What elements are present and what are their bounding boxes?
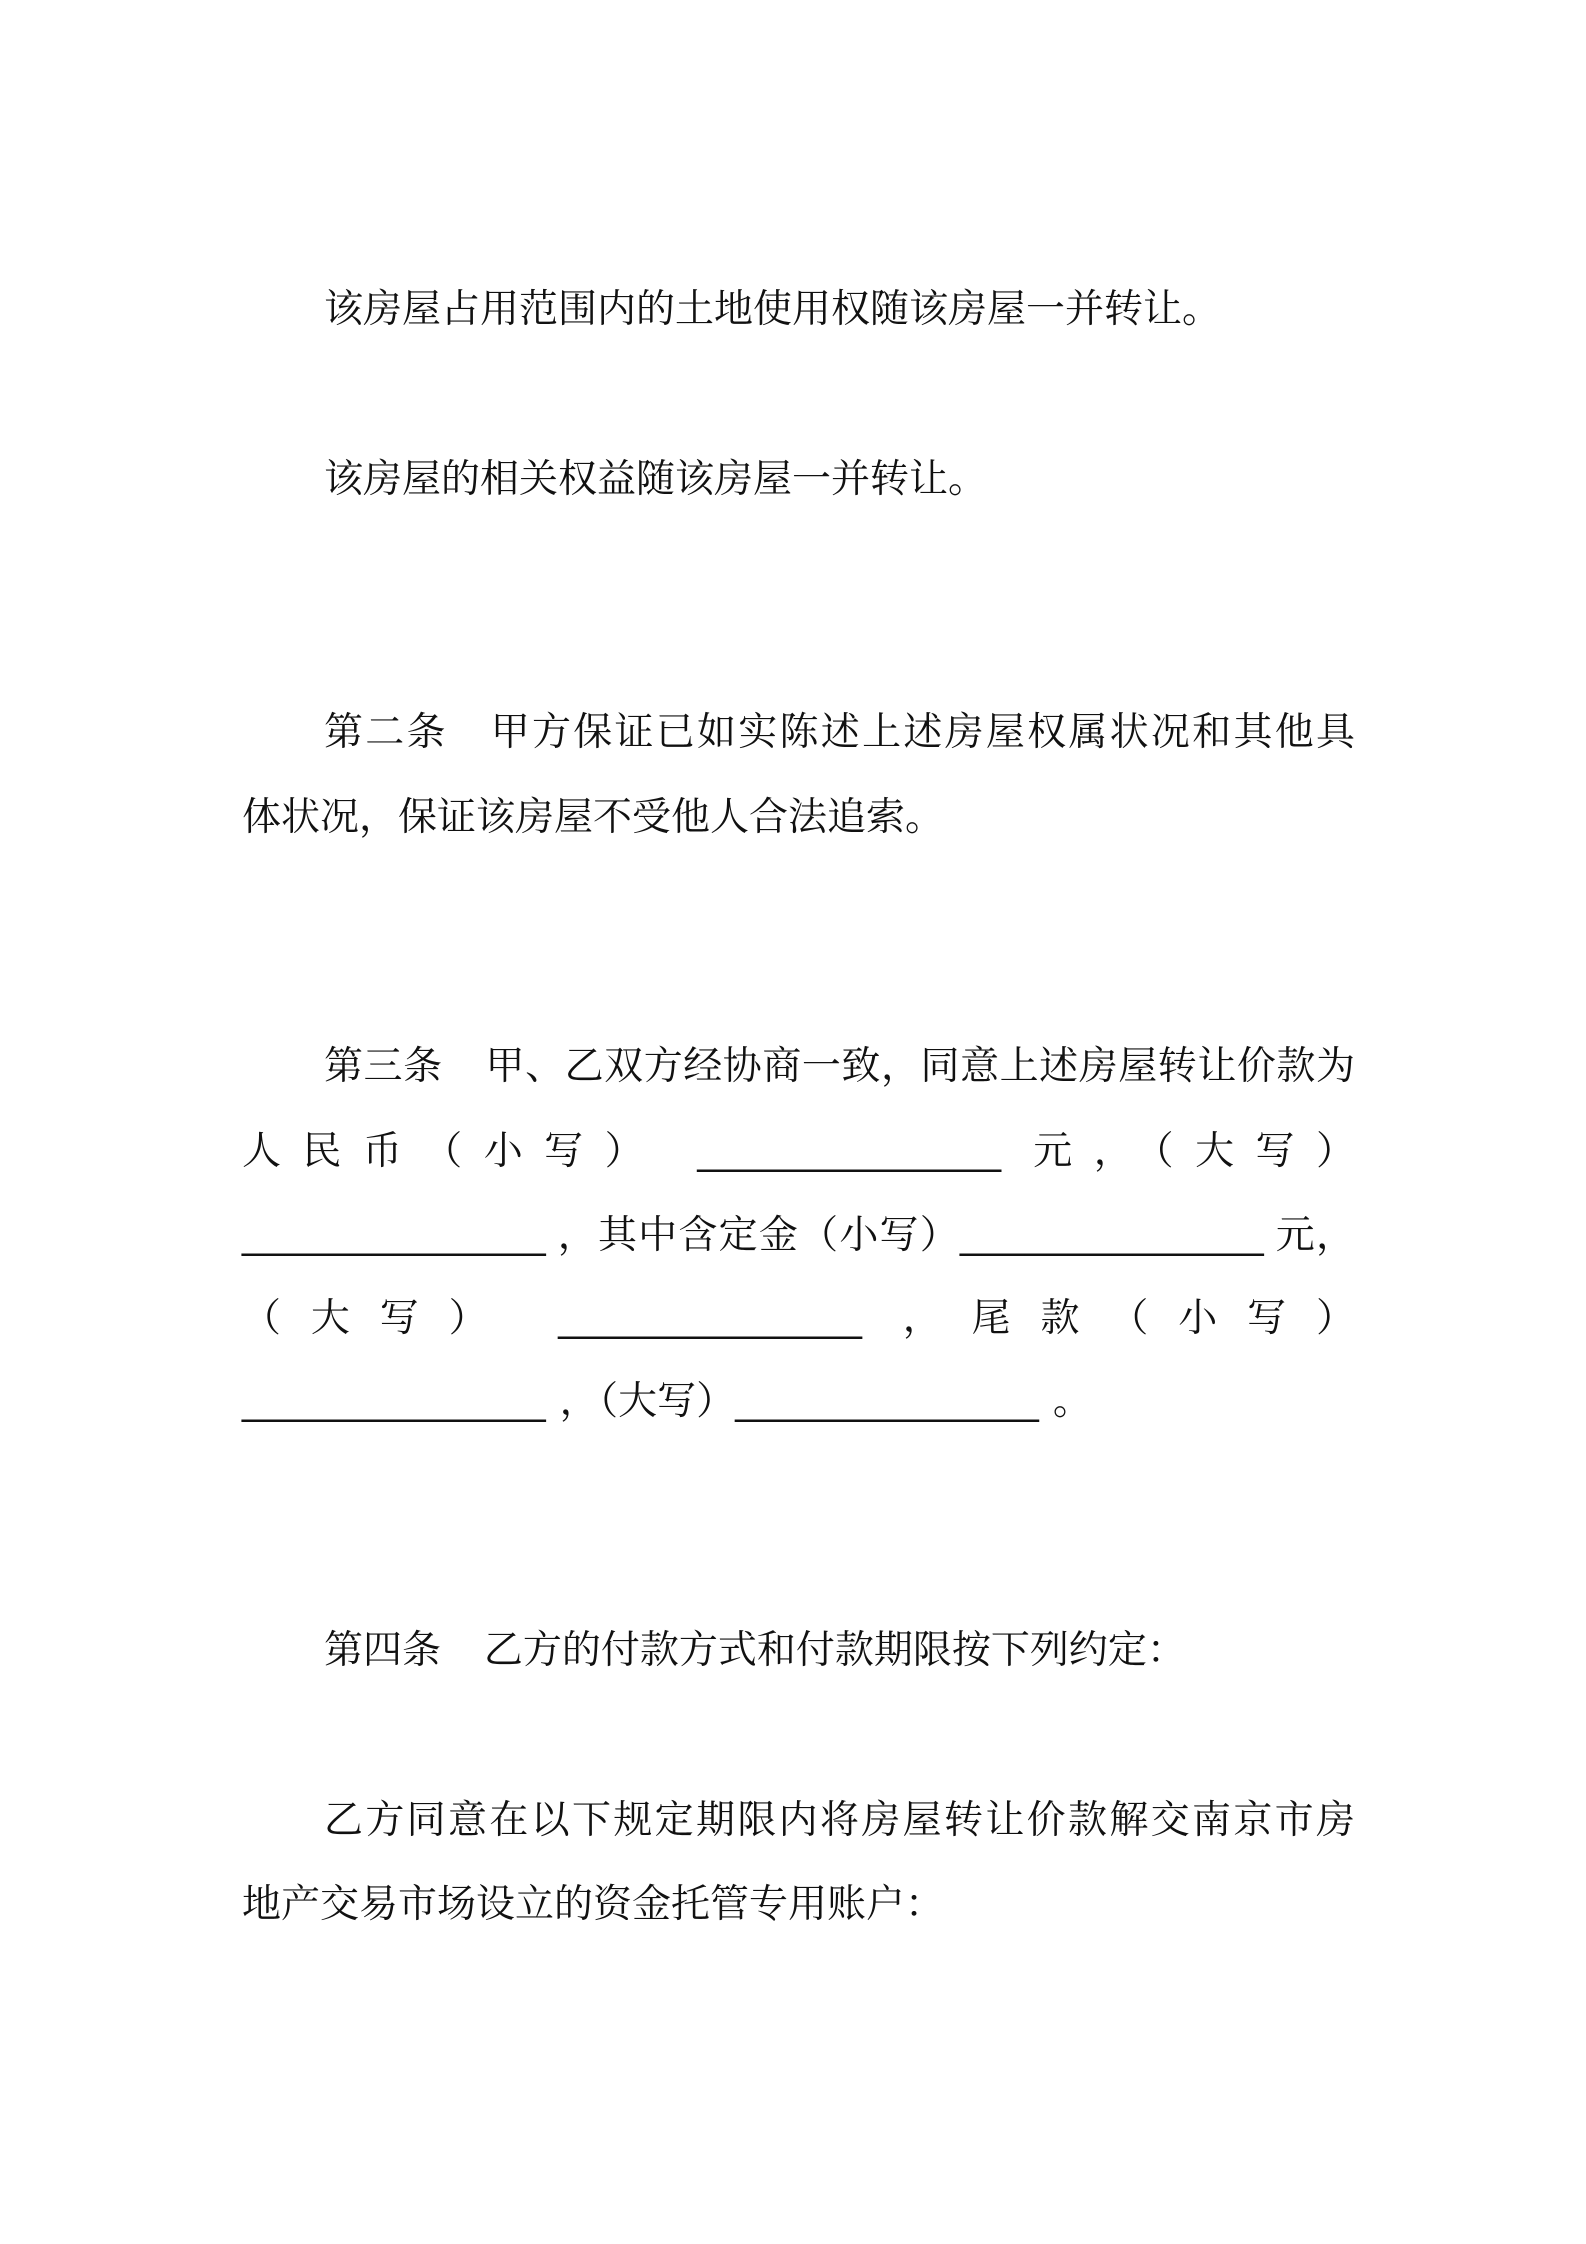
deposit-small-label: ，其中含定金（小写） <box>557 1214 960 1257</box>
total-big-blank: ______________ <box>242 1214 546 1257</box>
article-3-line-2 <box>242 1110 1355 1194</box>
article-3-label: 第三条 <box>324 1045 443 1088</box>
article-3-text-1: 甲、乙双方经协商一致，同意上述房屋转让价款为 <box>485 1045 1355 1088</box>
article-3-line-3 <box>242 1194 1355 1278</box>
article-4-paragraph-text-2: 地产交易市场设立的资金托管专用账户： <box>242 1883 945 1926</box>
deposit-big-blank: ______________ <box>558 1297 862 1340</box>
paragraph-related-rights <box>242 438 1355 522</box>
article-3-line-1 <box>242 1025 1355 1109</box>
article-4-line-1 <box>242 1609 1355 1693</box>
balance-small-blank: ______________ <box>242 1380 546 1423</box>
article-2-text-2: 体状况，保证该房屋不受他人合法追索。 <box>242 796 945 839</box>
article-4-paragraph-text-1: 乙方同意在以下规定期限内将房屋转让价款解交南京市房 <box>324 1799 1355 1842</box>
article-4-paragraph-line-2 <box>242 1863 1355 1947</box>
balance-big-blank: ______________ <box>735 1380 1039 1423</box>
article-3-line-4 <box>242 1277 1355 1361</box>
total-big-label: 元，（大写） <box>1033 1130 1355 1173</box>
paragraph-related-rights-text: 该房屋的相关权益随该房屋一并转让。 <box>324 458 988 501</box>
balance-big-label: ，（大写） <box>559 1380 736 1423</box>
deposit-unit: 元， <box>1275 1214 1355 1257</box>
deposit-small-blank: ______________ <box>960 1214 1264 1257</box>
article-4-text-1: 乙方的付款方式和付款期限按下列约定： <box>483 1629 1186 1672</box>
paragraph-land-use <box>242 268 1355 352</box>
article-4-label: 第四条 <box>324 1629 442 1672</box>
article-2-line-2 <box>242 776 1355 860</box>
article-2-line-1 <box>242 691 1355 775</box>
paragraph-land-use-text: 该房屋占用范围内的土地使用权随该房屋一并转让。 <box>324 288 1222 331</box>
article-2-text-1: 甲方保证已如实陈述上述房屋权属状况和其他具 <box>490 711 1355 754</box>
article-3-line-5 <box>242 1360 1355 1444</box>
deposit-big-label: （大写） <box>242 1297 518 1340</box>
total-small-blank: ______________ <box>697 1130 1002 1173</box>
balance-small-label: ，尾款（小写） <box>902 1297 1355 1340</box>
article-3-end-mark: 。 <box>1052 1380 1092 1423</box>
article-2-label: 第二条 <box>324 711 448 754</box>
total-small-label: 人民币（小写） <box>242 1130 666 1173</box>
article-4-paragraph-line-1 <box>242 1779 1355 1863</box>
